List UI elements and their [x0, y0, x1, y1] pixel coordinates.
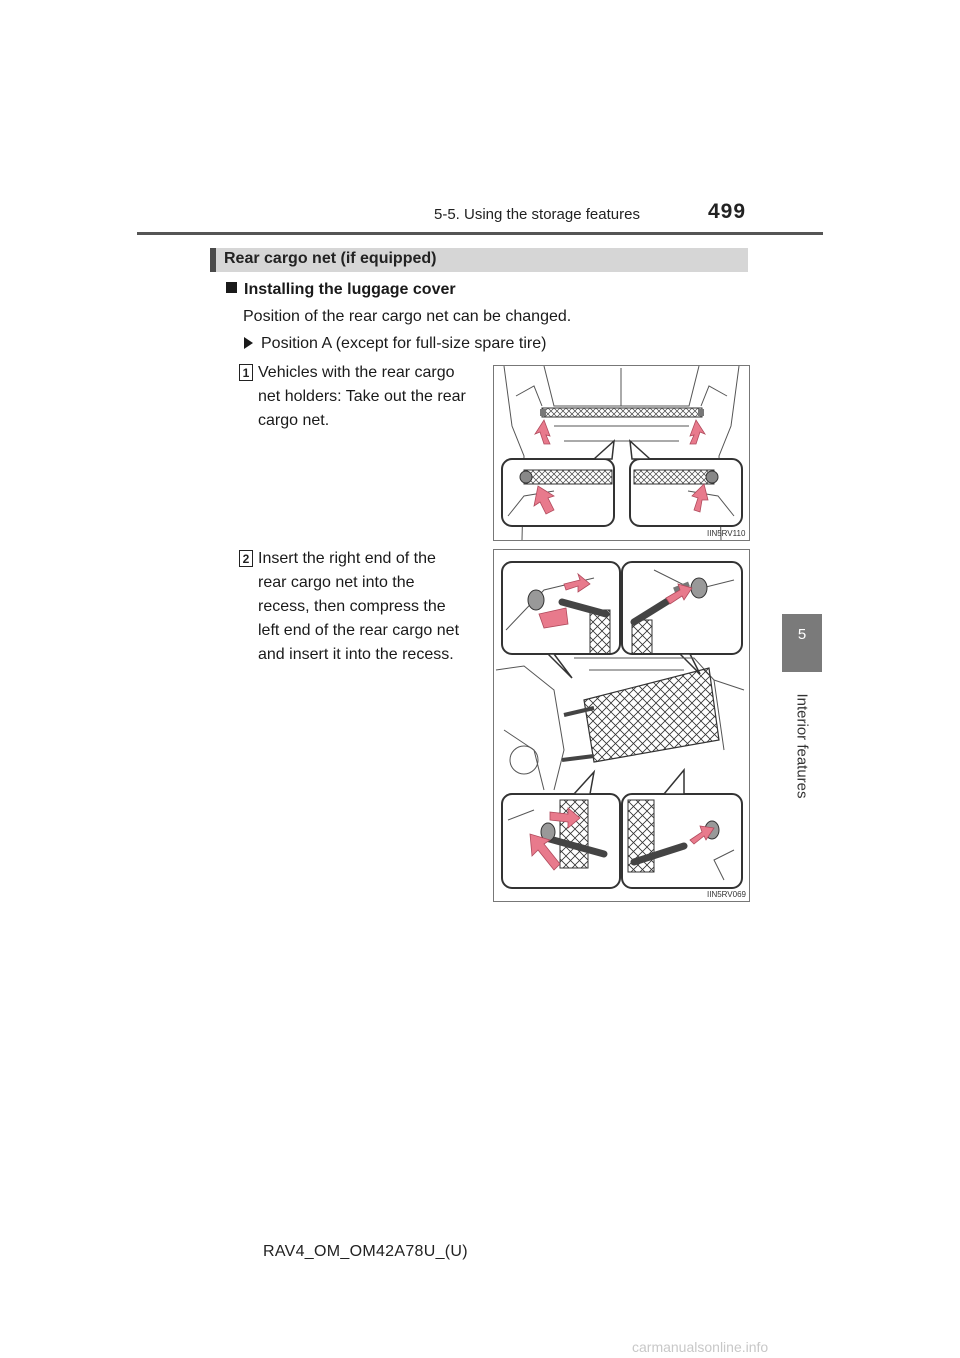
step-2-text — [258, 547, 480, 667]
header-rule — [137, 232, 823, 235]
header-section-title: 5-5. Using the storage features — [434, 206, 640, 223]
step-1-text — [258, 361, 480, 433]
insert-cargo-net-illustration — [494, 550, 749, 901]
figure-insert-cargo-net — [493, 549, 750, 902]
step-text-line: Insert the right end of the — [258, 550, 436, 567]
chapter-title: Interior features — [793, 693, 811, 799]
step-number-2: 2 — [239, 550, 253, 567]
chapter-tab — [782, 614, 822, 672]
step-text-line: left end of the rear cargo net — [258, 622, 460, 639]
square-bullet-icon — [226, 282, 237, 293]
figure-1-code: IIN5RV110 — [707, 529, 746, 538]
figure-cargo-net-holders — [493, 365, 750, 541]
watermark: carmanualsonline.info — [632, 1339, 769, 1355]
subheading-text: Installing the luggage cover — [244, 281, 456, 298]
intro-text: Position of the rear cargo net can be changed. — [243, 308, 572, 325]
step-number-1: 1 — [239, 364, 253, 381]
page-number: 499 — [708, 200, 747, 223]
step-text-line: recess, then compress the — [258, 598, 446, 615]
step-text-line: net holders: Take out the rear — [258, 388, 466, 405]
footer-document-code: RAV4_OM_OM42A78U_(U) — [263, 1243, 468, 1260]
chapter-label — [770, 676, 834, 816]
section-title: Rear cargo net (if equipped) — [224, 250, 437, 267]
step-text-line: rear cargo net into the — [258, 574, 415, 591]
cargo-net-holders-illustration — [494, 366, 749, 540]
position-item — [244, 335, 546, 353]
chapter-number: 5 — [797, 626, 807, 643]
figure-2-code: IIN5RV069 — [707, 890, 746, 899]
triangle-bullet-icon — [244, 337, 253, 349]
position-item-text: Position A (except for full-size spare tire) — [261, 335, 547, 352]
step-text-line: and insert it into the recess. — [258, 646, 454, 663]
subheading — [226, 281, 456, 299]
step-text-line: cargo net. — [258, 412, 330, 429]
arrow-icon — [535, 420, 705, 444]
step-text-line: Vehicles with the rear cargo — [258, 364, 455, 381]
